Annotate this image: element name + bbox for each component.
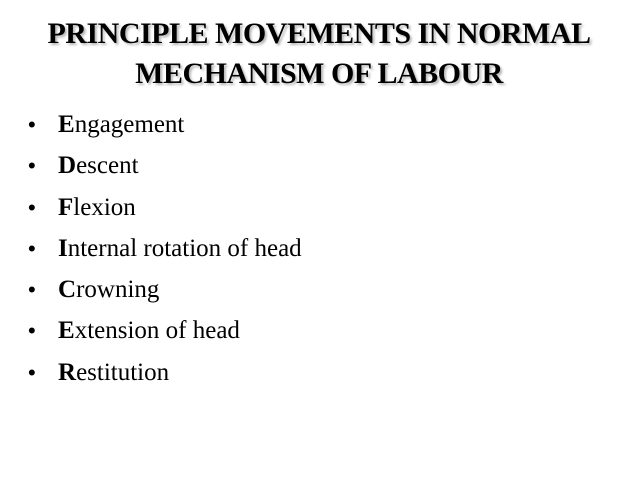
bullet-initial: R [58, 358, 77, 386]
bullet-icon: • [28, 235, 36, 261]
bullet-item-crowning [28, 276, 302, 317]
bullet-text: escent [76, 152, 139, 180]
bullet-text: lexion [73, 193, 136, 221]
bullet-item-internal-rotation [28, 235, 302, 276]
bullet-text: estitution [76, 358, 170, 386]
bullet-icon: • [28, 153, 36, 179]
slide-title-line-1: PRINCIPLE MOVEMENTS IN NORMAL [47, 17, 591, 50]
bullet-icon: • [28, 194, 36, 220]
bullet-text: nternal rotation of head [67, 234, 302, 262]
bullet-list [28, 111, 302, 400]
bullet-text: rowning [76, 276, 160, 304]
bullet-text: xtension of head [74, 317, 240, 345]
bullet-initial: I [58, 234, 68, 262]
bullet-initial: E [58, 317, 75, 345]
bullet-item-extension [28, 317, 302, 358]
bullet-item-restitution [28, 359, 302, 400]
slide-title-line-2: MECHANISM OF LABOUR [135, 57, 503, 90]
bullet-item-descent [28, 152, 302, 193]
bullet-initial: C [58, 276, 77, 304]
bullet-item-engagement [28, 111, 302, 152]
bullet-initial: F [58, 193, 74, 221]
bullet-icon: • [28, 112, 36, 137]
bullet-icon: • [28, 318, 36, 344]
bullet-icon: • [28, 277, 36, 303]
bullet-item-flexion [28, 194, 302, 235]
bullet-initial: D [58, 152, 77, 180]
bullet-icon: • [28, 359, 36, 385]
slide-title [20, 14, 618, 94]
bullet-initial: E [58, 111, 75, 138]
bullet-text: ngagement [74, 111, 185, 138]
